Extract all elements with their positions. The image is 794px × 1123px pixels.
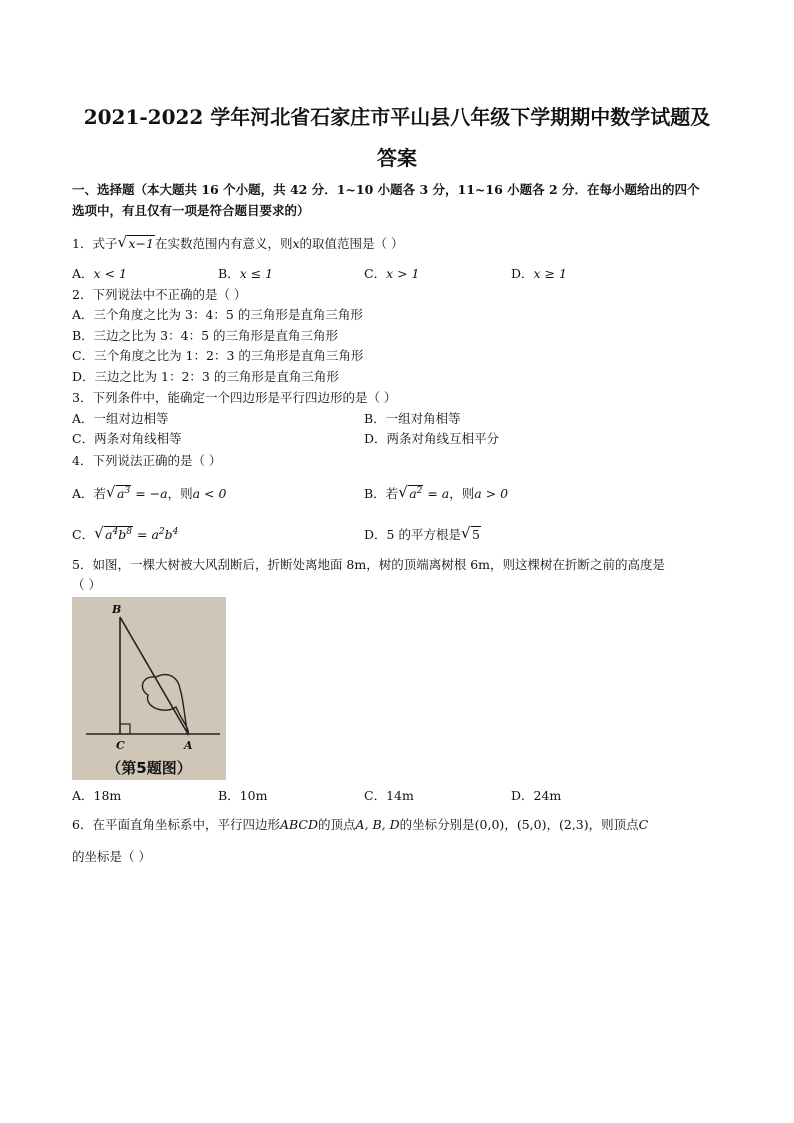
q4-option-a: A．若√ $a^3 = -a$，则a < 0	[72, 486, 226, 504]
q1-radical	[119, 236, 154, 252]
q1-option-a: A．x < 1	[72, 266, 127, 281]
q5-option-c: C．14m	[364, 788, 414, 803]
q5-option-a: A．18m	[72, 788, 122, 803]
q3-option-b: B．一组对角相等	[364, 411, 461, 426]
q5-option-d: D．24m	[511, 788, 562, 803]
question-6-stem: 6．在平面直角坐标系中，平行四边形ABCD的顶点A, B, D的坐标分别是(0,0)，(5,0)，(2,3)，则顶点C	[72, 817, 649, 832]
q4-option-d: D．5 的平方根是√ 5	[364, 527, 481, 543]
label-b: B	[112, 603, 122, 616]
q1-option-d: D．x ≥ 1	[511, 266, 567, 281]
q3-option-c: C．两条对角线相等	[72, 431, 182, 446]
question-5-stem-continued: （ ）	[72, 577, 101, 592]
q3-option-d: D．两条对角线互相平分	[364, 431, 500, 446]
section-heading: 一、选择题（本大题共 16 个小题，共 42 分．1~10 小题各 3 分，11~16 小题各 2 分．在每小题给出的四个	[72, 182, 700, 197]
page-title: 2021-2022 学年河北省石家庄市平山县八年级下学期期中数学试题及	[83, 105, 711, 129]
question-2-stem: 2．下列说法中不正确的是（ ）	[72, 287, 247, 302]
question-3-stem: 3．下列条件中，能确定一个四边形是平行四边形的是（ ）	[72, 390, 397, 405]
q1-option-c: C．x > 1	[364, 266, 420, 281]
question-1-stem	[72, 236, 404, 252]
q1-text-c: 的取值范围是（ ）	[299, 236, 404, 251]
question-4-stem: 4．下列说法正确的是（ ）	[72, 453, 222, 468]
q2-option-a: A．三个角度之比为 3：4：5 的三角形是直角三角形	[72, 307, 363, 322]
figure-caption: （第5题图）	[106, 759, 192, 777]
section-heading-continued: 选项中，有且仅有一项是符合题目要求的）	[72, 203, 310, 218]
q2-option-d: D．三边之比为 1：2：3 的三角形是直角三角形	[72, 369, 339, 384]
question-6-stem-continued: 的坐标是（ ）	[72, 849, 151, 864]
q1-radicand: x−1	[128, 236, 154, 251]
q2-option-c: C．三个角度之比为 1：2：3 的三角形是直角三角形	[72, 348, 364, 363]
q1-var: x	[292, 236, 300, 251]
question-5-stem: 5．如图，一棵大树被大风刮断后，折断处离地面 8m，树的顶端离树根 6m，则这棵树在折断之前的高度是	[72, 557, 666, 572]
q3-option-a: A．一组对边相等	[72, 411, 169, 426]
q1-text-a: 1．式子	[72, 236, 118, 251]
q5-option-b: B．10m	[218, 788, 268, 803]
q4-option-b: B．若√ $a^2 = a$，则a > 0	[364, 486, 508, 504]
broken-tree-diagram	[72, 597, 226, 780]
label-a: A	[184, 739, 193, 752]
q5-figure	[72, 597, 226, 780]
q1-text-b: 在实数范围内有意义，则	[154, 236, 293, 251]
q2-option-b: B．三边之比为 3：4：5 的三角形是直角三角形	[72, 328, 338, 343]
label-c: C	[116, 739, 125, 752]
q4-option-c: C．√ $a^4b^8 = a^2b^4$	[72, 527, 178, 545]
q1-option-b: B．x ≤ 1	[218, 266, 274, 281]
page-title-continued: 答案	[377, 146, 417, 170]
